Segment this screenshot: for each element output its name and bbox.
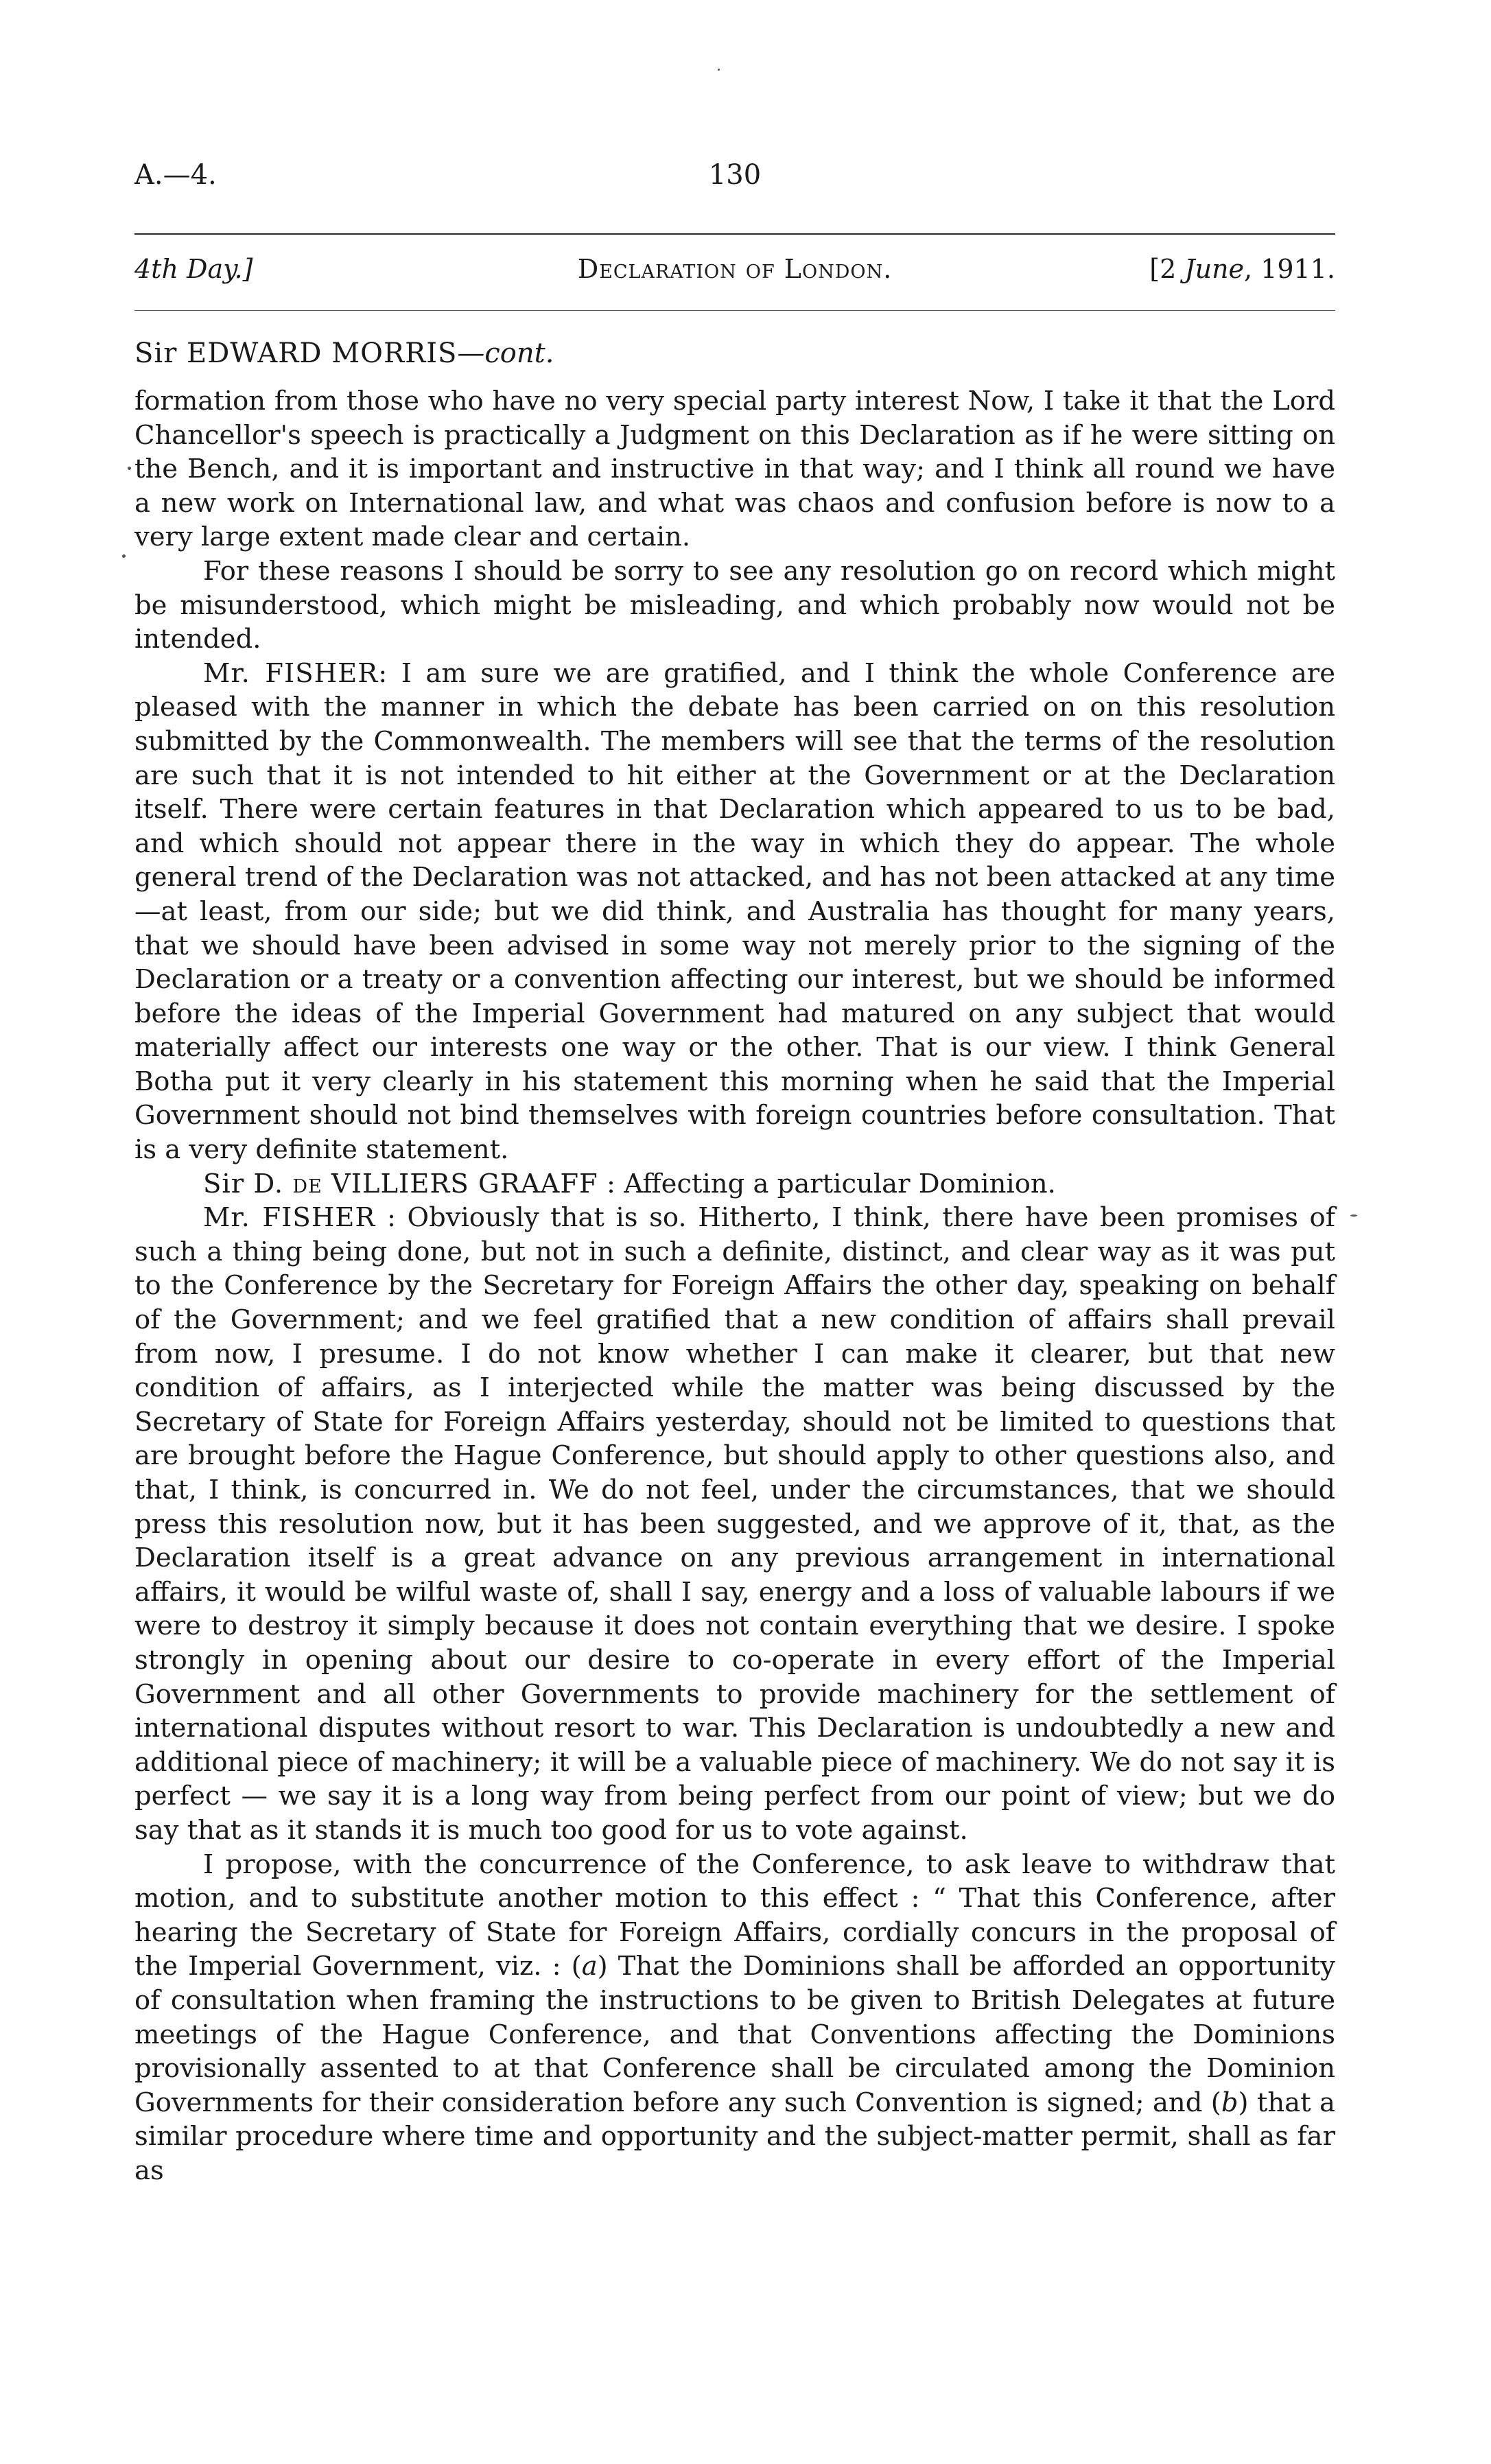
speech-paragraph: Sir D. de VILLIERS GRAAFF : Affecting a particular Dominion.	[203, 1168, 1056, 1199]
continued-marker: —cont.	[457, 338, 554, 369]
document-page	[134, 0, 1335, 2464]
series-code: A.—4.	[134, 159, 217, 191]
body-text	[134, 384, 1335, 2187]
speaker-name: Mr. FISHER	[203, 1202, 376, 1234]
page-number: 130	[708, 159, 762, 191]
scan-speck	[1350, 1215, 1357, 1217]
header-rule	[134, 233, 1335, 235]
running-title: Declaration of London.	[577, 254, 893, 284]
motion-paragraph: I propose, with the concurrence of the Conference, to ask leave to withdraw that motion, and to substitute another motion to this effect : “ That this Conference, after hearing the Secretary of State for Foreign Affairs, cordially concurs in the proposal of the Imperial Government, viz. : (a) That the Dominions shall be afforded an opportunity of consultation when framing the instructions to be given to British Delegates at future meetings of the Hague Conference, and that Conventions affecting the Dominions provisionally assented to at that Conference shall be circulated among the Dominion Governments for their consideration before any such Convention is signed; and (b) that a similar procedure where time and opportunity and the subject-matter permit, shall as far as	[134, 1849, 1335, 2186]
paragraph: For these reasons I should be sorry to see any resolution go on record which might be misunderstood, which might be misleading, and which probably now would not be intended.	[134, 555, 1335, 655]
running-head-rule	[134, 310, 1335, 311]
scan-speck	[128, 467, 131, 470]
speech-paragraph: Mr. FISHER : Obviously that is so. Hitherto, I think, there have been promises of such a thing being done, but not in such a definite, distinct, and clear way as it was put to the Conference by the Secretary for Foreign Affairs the other day, speaking on behalf of the Government; and we feel gratified that a new condition of affairs shall prevail from now, I presume. I do not know whether I can make it clearer, but that new condition of affairs, as I interjected while the matter was being discussed by the Secretary of State for Foreign Affairs yesterday, should not be limited to questions that are brought before the Hague Conference, but should apply to other questions also, and that, I think, is concurred in. We do not feel, under the circumstances, that we should press this resolution now, but it has been suggested, and we approve of it, that, as the Declaration itself is a great advance on any previous arrangement in international affairs, it would be wilful waste of, shall I say, energy and a loss of valuable labours if we were to destroy it simply because it does not contain everything that we desire. I spoke strongly in opening about our desire to co-operate in every effort of the Imperial Government and all other Governments to provide machinery for the settlement of international disputes without resort to war. This Declaration is undoubtedly a new and additional piece of machinery; it will be a valuable piece of machinery. We do not say it is perfect — we say it is a long way from being perfect from our point of view; but we do say that as it stands it is much too good for us to vote against.	[134, 1202, 1335, 1846]
running-head	[134, 254, 1335, 295]
speaker-name: Mr. FISHER	[203, 657, 379, 689]
paragraph: formation from those who have no very special party interest Now, I take it that the Lord Chancellor's speech is practically a Judgment on this Declaration as if he were sitting on the Bench, and it is important and instructive in that way; and I think all round we have a new work on International law, and what was chaos and confusion before is now to a very large extent made clear and certain.	[134, 386, 1335, 553]
speech-paragraph: Mr. FISHER: I am sure we are gratified, and I think the whole Conference are pleased with the manner in which the debate has been carried on on this resolution submitted by the Commonwealth. The members will see that the terms of the resolution are such that it is not intended to hit either at the Government or at the Declaration itself. There were certain features in that Declaration which appeared to us to be bad, and which should not appear there in the way in which they do appear. The whole general trend of the Declaration was not attacked, and has not been attacked at any time—at least, from our side; but we did think, and Australia has thought for many years, that we should have been advised in some way not merely prior to the signing of the Declaration or a treaty or a convention affecting our interest, but we should be informed before the ideas of the Imperial Government had matured on any subject that would materially affect our interests one way or the other. That is our view. I think General Botha put it very clearly in his statement this morning when he said that the Imperial Government should not bind themselves with foreign countries before consultation. That is a very definite statement.	[134, 657, 1335, 1166]
scan-speck	[718, 69, 720, 71]
sitting-day: 4th Day.]	[134, 254, 253, 284]
scan-speck	[122, 554, 126, 558]
sitting-date: [2 June, 1911.	[1149, 254, 1335, 284]
page-header	[134, 159, 1335, 200]
speaker-name: Sir D. de VILLIERS GRAAFF	[203, 1168, 598, 1199]
continued-speaker	[134, 338, 554, 369]
speaker-name: Sir EDWARD MORRIS	[134, 338, 458, 369]
